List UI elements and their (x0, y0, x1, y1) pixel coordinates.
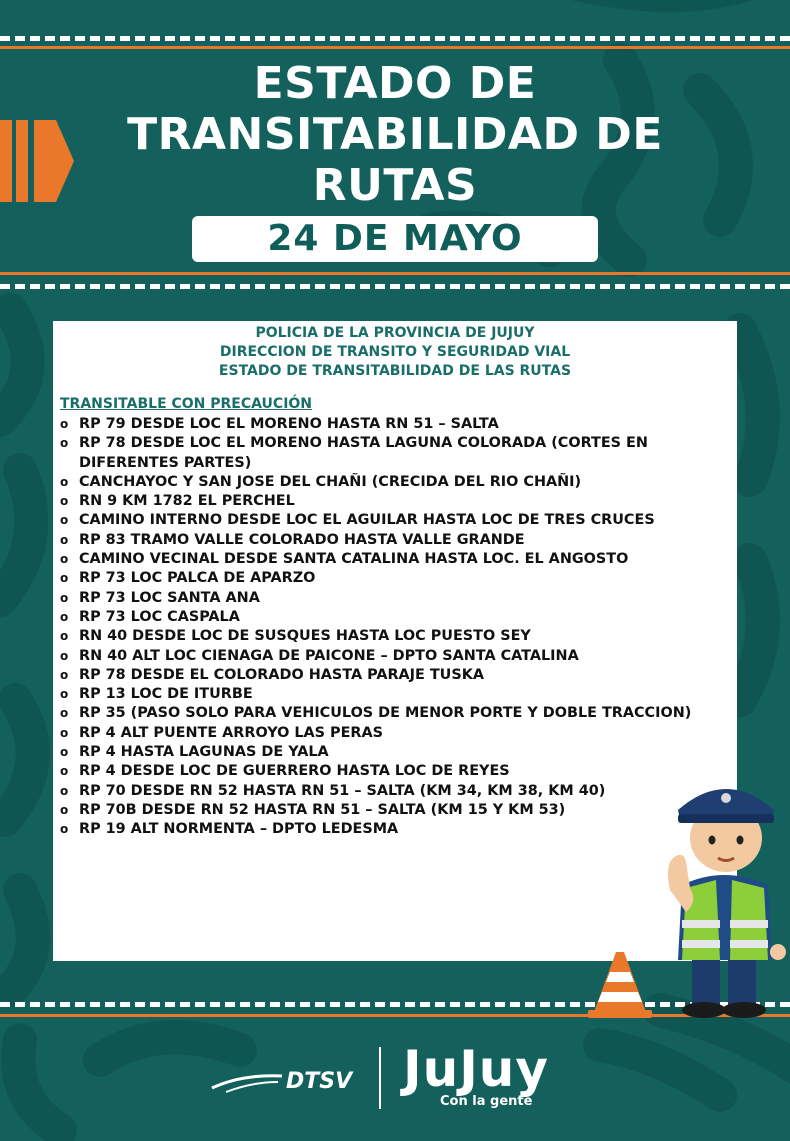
bullet-icon: o (60, 513, 69, 528)
bullet-icon: o (60, 609, 69, 624)
route-text: RP 70 DESDE RN 52 HASTA RN 51 – SALTA (KM 34, KM 38, KM 40) (79, 782, 606, 799)
section-title: TRANSITABLE CON PRECAUCIÓN (60, 396, 313, 412)
bullet-icon: o (60, 725, 69, 740)
route-text: RP 78 DESDE EL COLORADO HASTA PARAJE TUSKA (79, 666, 485, 683)
route-text: RP 19 ALT NORMENTA – DPTO LEDESMA (79, 821, 399, 838)
bullet-icon: o (60, 822, 69, 837)
title-line-2: TRANSITABILIDAD DE (127, 109, 663, 160)
route-item (60, 782, 727, 801)
route-item (60, 569, 727, 588)
bullet-icon: o (60, 474, 69, 489)
route-item (60, 608, 727, 627)
bullet-icon: o (60, 783, 69, 798)
route-item (60, 666, 727, 685)
top-orange-line (0, 46, 790, 49)
title-line-1: ESTADO DE (253, 58, 537, 109)
route-text: RP 79 DESDE LOC EL MORENO HASTA RN 51 – SALTA (79, 416, 499, 432)
route-item (60, 492, 727, 511)
route-item (60, 704, 727, 723)
mid-dashed-line (0, 284, 790, 289)
route-item (60, 820, 727, 839)
route-text: RN 40 DESDE LOC DE SUSQUES HASTA LOC PUESTO SEY (79, 628, 531, 645)
route-item (60, 511, 727, 530)
route-text: RN 40 ALT LOC CIENAGA DE PAICONE – DPTO SANTA CATALINA (79, 647, 579, 664)
bullet-icon: o (60, 648, 69, 663)
route-text: RP 4 DESDE LOC DE GUERRERO HASTA LOC DE REYES (79, 763, 510, 780)
bullet-icon: o (60, 494, 69, 509)
route-text: CANCHAYOC Y SAN JOSE DEL CHAÑI (CRECIDA DEL RIO CHAÑI) (79, 473, 582, 490)
traffic-cone-icon (588, 950, 652, 1020)
bullet-icon: o (60, 629, 69, 644)
bullet-icon: o (60, 802, 69, 817)
bullet-icon: o (60, 590, 69, 605)
footer-road-icon (0, 1030, 790, 1141)
route-text: RP 35 (PASO SOLO PARA VEHICULOS DE MENOR PORTE Y DOBLE TRACCION) (79, 705, 692, 722)
route-text: RP 83 TRAMO VALLE COLORADO HASTA VALLE GRANDE (79, 531, 525, 548)
mid-orange-line (0, 272, 790, 275)
panel-header-line-2: DIRECCION DE TRANSITO Y SEGURIDAD VIAL (219, 344, 571, 360)
panel-header (53, 324, 737, 381)
bullet-icon: o (60, 687, 69, 702)
logo-separator (379, 1047, 381, 1109)
route-item (60, 743, 727, 762)
route-text: RP 73 LOC SANTA ANA (79, 589, 260, 606)
dtsv-logo: DTSV (286, 1069, 353, 1094)
route-item (60, 801, 727, 820)
route-item (60, 434, 727, 473)
jujuy-logo: JuJuy (403, 1040, 549, 1098)
panel-header-line-3: ESTADO DE TRANSITABILIDAD DE LAS RUTAS (218, 363, 572, 379)
route-text: RP 70B DESDE RN 52 HASTA RN 51 – SALTA (KM 15 Y KM 53) (79, 801, 566, 818)
bullet-icon: o (60, 552, 69, 567)
bullet-icon: o (60, 532, 69, 547)
route-item (60, 627, 727, 646)
route-text: RP 78 DESDE LOC EL MORENO HASTA LAGUNA COLORADA (CORTES EN DIFERENTES PARTES) (79, 435, 648, 471)
bullet-icon: o (60, 764, 69, 779)
route-item (60, 762, 727, 781)
bullet-icon: o (60, 706, 69, 721)
bullet-icon: o (60, 745, 69, 760)
route-text: RP 73 LOC PALCA DE APARZO (79, 570, 316, 587)
route-item (60, 473, 727, 492)
date-text: 24 DE MAYO (267, 218, 523, 259)
panel-header-line-1: POLICIA DE LA PROVINCIA DE JUJUY (255, 325, 535, 341)
route-item (60, 685, 727, 704)
traffic-officer-illustration (660, 770, 790, 1020)
route-item (60, 589, 727, 608)
date-badge (192, 216, 598, 262)
bullet-icon: o (60, 667, 69, 682)
route-item (60, 550, 727, 569)
route-text: RN 9 KM 1782 EL PERCHEL (79, 493, 295, 510)
route-text: RP 13 LOC DE ITURBE (79, 686, 253, 703)
route-text: CAMINO INTERNO DESDE LOC EL AGUILAR HASTA LOC DE TRES CRUCES (79, 512, 655, 529)
bullet-icon: o (60, 417, 69, 431)
top-dashed-line (0, 36, 790, 41)
route-item (60, 415, 727, 434)
title-line-3: RUTAS (312, 160, 478, 211)
route-item (60, 724, 727, 743)
route-text: RP 73 LOC CASPALA (79, 608, 240, 625)
route-status-panel (53, 321, 737, 961)
route-list (53, 415, 737, 840)
bullet-icon: o (60, 571, 69, 586)
bullet-icon: o (60, 436, 69, 451)
route-text: RP 4 HASTA LAGUNAS DE YALA (79, 744, 329, 761)
route-text: CAMINO VECINAL DESDE SANTA CATALINA HASTA LOC. EL ANGOSTO (79, 551, 629, 568)
route-item (60, 647, 727, 666)
route-item (60, 531, 727, 550)
jujuy-tagline: Con la gente (440, 1094, 533, 1109)
route-text: RP 4 ALT PUENTE ARROYO LAS PERAS (79, 724, 383, 741)
